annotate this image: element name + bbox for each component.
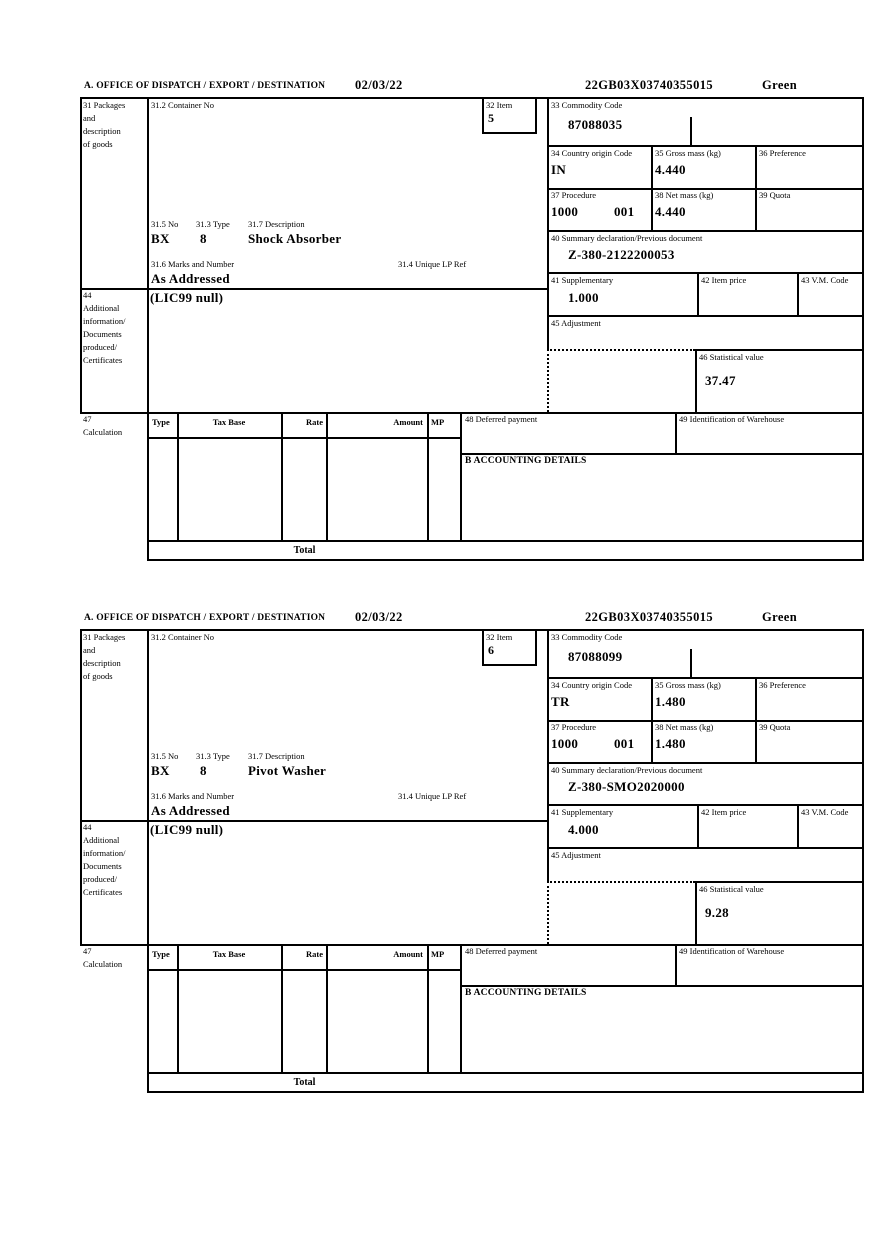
border [547,847,862,849]
previous-document: Z-380-2122200053 [568,247,675,262]
container-no-label: 31.2 Container No [151,632,215,642]
box31-label: 31 Packages [83,632,126,642]
border [80,97,82,414]
previous-document: Z-380-SMO2020000 [568,779,685,794]
box31-label: of goods [83,139,113,149]
box44-label: information/ [83,848,126,858]
supplementary-label: 41 Supplementary [551,807,614,817]
deferred-payment-label: 48 Deferred payment [465,414,538,424]
border [547,629,549,881]
border [147,559,864,561]
box44-label: information/ [83,316,126,326]
border [535,629,537,664]
supplementary-units: 4.000 [568,822,599,837]
statistical-value-label: 46 Statistical value [699,884,764,894]
commodity-code-label: 33 Commodity Code [551,632,623,642]
quota-label: 39 Quota [759,722,791,732]
border [547,677,862,679]
border [80,97,864,99]
item-number: 6 [488,643,495,657]
box31-label: description [83,126,121,136]
calc-col-type: Type [152,949,170,959]
box31-label: 31 Packages [83,100,126,110]
border [326,412,328,540]
description-label: 31.7 Description [248,751,305,761]
dotted-divider [547,349,549,412]
box44-label: Certificates [83,355,123,365]
item-price-label: 42 Item price [701,275,747,285]
border [427,412,429,540]
marks-value: As Addressed [151,803,230,818]
dotted-divider [547,881,549,944]
calc-col-mp: MP [431,417,445,427]
box47-label: 47 [83,946,92,956]
border [281,412,283,540]
border [177,944,179,1072]
border [695,349,862,351]
gross-mass: 1.480 [655,694,686,709]
marks-label: 31.6 Marks and Number [151,791,235,801]
border [651,677,653,762]
statistical-value-label: 46 Statistical value [699,352,764,362]
dotted-divider [547,881,695,883]
item-number: 5 [488,111,495,125]
border [147,97,149,561]
border [281,944,283,1072]
border [547,315,862,317]
additional-information: (LIC99 null) [150,822,224,837]
preference-label: 36 Preference [759,148,806,158]
net-mass: 4.440 [655,204,686,219]
goods-description: Pivot Washer [248,763,327,778]
item-price-label: 42 Item price [701,807,747,817]
border [80,629,82,946]
supplementary-label: 41 Supplementary [551,275,614,285]
previous-document-label: 40 Summary declaration/Previous document [551,233,703,243]
border [460,453,862,455]
border [460,944,462,1072]
border [147,629,149,1093]
calc-col-amount: Amount [393,949,423,959]
border [675,412,677,453]
border [862,97,864,561]
package-no-label: 31.5 No [151,751,179,761]
box44-label: produced/ [83,342,117,352]
border [482,97,484,132]
box44-label: Certificates [83,887,123,897]
adjustment-label: 45 Adjustment [551,318,601,328]
origin-label: 34 Country origin Code [551,148,632,158]
border [697,272,699,315]
section-a-heading: A. OFFICE OF DISPATCH / EXPORT / DESTINATION [84,81,326,91]
calc-col-mp: MP [431,949,445,959]
package-count: BX [151,763,170,778]
procedure-label: 37 Procedure [551,722,597,732]
origin-code: IN [551,162,567,177]
border [695,349,697,412]
box44-label: 44 [83,822,92,832]
net-mass-label: 38 Net mass (kg) [655,722,714,732]
border [651,145,653,230]
date-value: 02/03/22 [355,610,403,624]
box47-label: Calculation [83,427,123,437]
procedure-suffix: 001 [614,204,635,219]
origin-label: 34 Country origin Code [551,680,632,690]
item-block-1 [0,78,882,562]
border [147,1091,864,1093]
box31-label: of goods [83,671,113,681]
previous-document-label: 40 Summary declaration/Previous document [551,765,703,775]
total-label: Total [293,545,316,556]
border [547,97,549,349]
calc-col-tax-base: Tax Base [212,949,246,959]
commodity-code-divider [690,649,692,677]
border [547,230,862,232]
box47-label: Calculation [83,959,123,969]
border [482,629,484,664]
border [695,881,697,944]
procedure-label: 37 Procedure [551,190,597,200]
procedure-code: 1000 [551,204,579,219]
description-label: 31.7 Description [248,219,305,229]
border [80,629,864,631]
border [147,540,864,542]
box44-label: Documents [83,329,122,339]
border [547,762,862,764]
box44-label: Documents [83,861,122,871]
border [427,944,429,1072]
border [460,412,462,540]
border [547,145,862,147]
border [177,412,179,540]
box47-label: 47 [83,414,92,424]
additional-information: (LIC99 null) [150,290,224,305]
box44-label: Additional [83,835,120,845]
package-type-label: 31.3 Type [196,751,230,761]
date-value: 02/03/22 [355,78,403,92]
border [460,985,862,987]
procedure-code: 1000 [551,736,579,751]
box44-label: 44 [83,290,92,300]
package-type: 8 [200,763,207,778]
vm-code-label: 43 V.M. Code [801,275,849,285]
total-label: Total [293,1077,316,1088]
statistical-value: 9.28 [705,905,729,920]
statistical-value: 37.47 [705,373,736,388]
border [547,804,862,806]
section-a-heading: A. OFFICE OF DISPATCH / EXPORT / DESTINATION [84,613,326,623]
accounting-details-heading: B ACCOUNTING DETAILS [465,988,587,998]
commodity-code: 87088099 [568,649,623,664]
container-no-label: 31.2 Container No [151,100,215,110]
marks-value: As Addressed [151,271,230,286]
entry-reference: 22GB03X03740355015 [585,610,714,624]
adjustment-label: 45 Adjustment [551,850,601,860]
package-type-label: 31.3 Type [196,219,230,229]
routing-indicator: Green [762,610,798,624]
calc-col-type: Type [152,417,170,427]
border [147,969,462,971]
item-label: 32 Item [486,100,513,110]
gross-mass-label: 35 Gross mass (kg) [655,680,721,690]
entry-reference: 22GB03X03740355015 [585,78,714,92]
net-mass-label: 38 Net mass (kg) [655,190,714,200]
package-count: BX [151,231,170,246]
gross-mass-label: 35 Gross mass (kg) [655,148,721,158]
calc-col-tax-base: Tax Base [212,417,246,427]
border [535,97,537,132]
border [697,804,699,847]
vm-code-label: 43 V.M. Code [801,807,849,817]
routing-indicator: Green [762,78,798,92]
border [797,804,799,847]
deferred-payment-label: 48 Deferred payment [465,946,538,956]
gross-mass: 4.440 [655,162,686,177]
box31-label: description [83,658,121,668]
dotted-divider [547,349,695,351]
border [482,664,537,666]
box44-label: Additional [83,303,120,313]
border [862,629,864,1093]
item-block-2 [0,610,882,1094]
border [695,881,862,883]
preference-label: 36 Preference [759,680,806,690]
commodity-code-label: 33 Commodity Code [551,100,623,110]
procedure-suffix: 001 [614,736,635,751]
border [547,272,862,274]
border [675,944,677,985]
border [147,437,462,439]
package-no-label: 31.5 No [151,219,179,229]
warehouse-label: 49 Identification of Warehouse [679,414,785,424]
box44-label: produced/ [83,874,117,884]
border [147,1072,864,1074]
net-mass: 1.480 [655,736,686,751]
border [326,944,328,1072]
border [755,145,757,230]
calc-col-rate: Rate [306,949,323,959]
box31-label: and [83,113,96,123]
marks-label: 31.6 Marks and Number [151,259,235,269]
border [755,677,757,762]
quota-label: 39 Quota [759,190,791,200]
calc-col-rate: Rate [306,417,323,427]
package-type: 8 [200,231,207,246]
accounting-details-heading: B ACCOUNTING DETAILS [465,456,587,466]
border [797,272,799,315]
commodity-code: 87088035 [568,117,623,132]
border [482,132,537,134]
unique-lp-ref-label: 31.4 Unique LP Ref [398,791,467,801]
item-label: 32 Item [486,632,513,642]
origin-code: TR [551,694,570,709]
commodity-code-divider [690,117,692,145]
supplementary-units: 1.000 [568,290,599,305]
calc-col-amount: Amount [393,417,423,427]
warehouse-label: 49 Identification of Warehouse [679,946,785,956]
goods-description: Shock Absorber [248,231,342,246]
unique-lp-ref-label: 31.4 Unique LP Ref [398,259,467,269]
box31-label: and [83,645,96,655]
